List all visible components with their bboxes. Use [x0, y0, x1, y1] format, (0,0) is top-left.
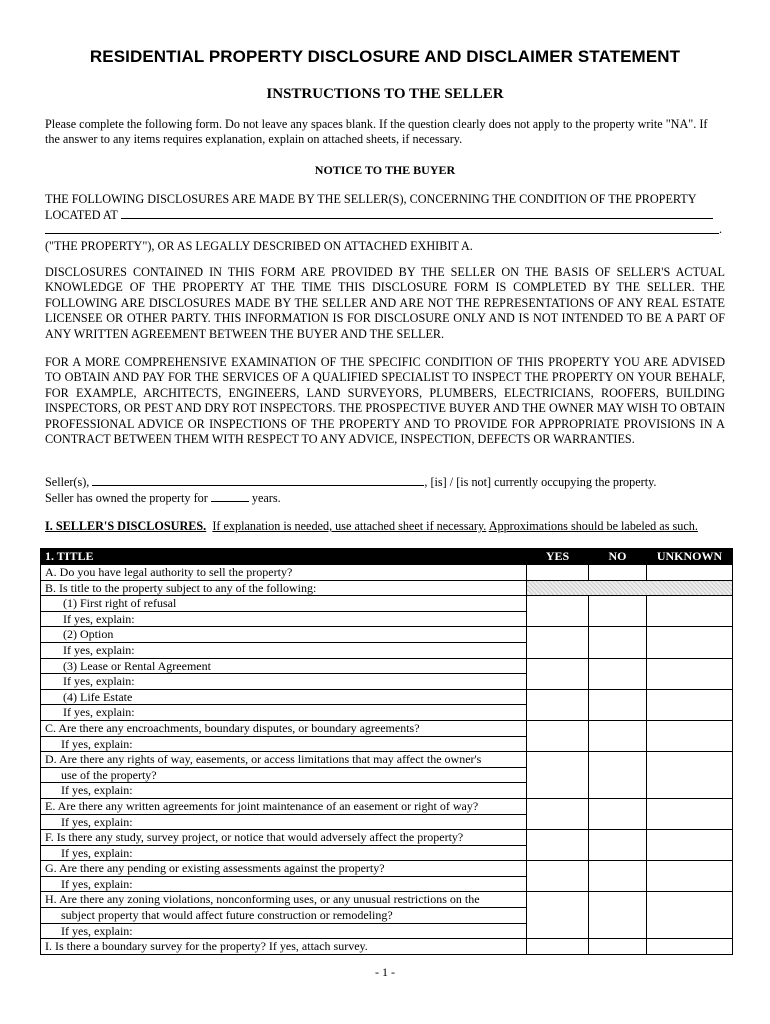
seller-row [45, 474, 725, 490]
yes-checkbox[interactable] [527, 658, 589, 689]
no-checkbox[interactable] [589, 658, 647, 689]
explain-text: If yes, explain: [41, 814, 527, 830]
explain-text: If yes, explain: [41, 642, 527, 658]
seller-names-field[interactable] [92, 474, 424, 486]
property-line: ("THE PROPERTY"), OR AS LEGALLY DESCRIBED ON ATTACHED EXHIBIT A. [45, 239, 473, 253]
question-text: (3) Lease or Rental Agreement [41, 658, 527, 674]
explain-text: If yes, explain: [41, 845, 527, 861]
question-text: E. Are there any written agreements for joint maintenance of an easement or right of way? [41, 798, 527, 814]
located-at-row [45, 207, 725, 223]
table-row [41, 689, 733, 705]
question-text: B. Is title to the property subject to any of the following: [41, 580, 527, 596]
table-row [41, 627, 733, 643]
yes-checkbox[interactable] [527, 892, 589, 939]
table-row [41, 892, 733, 908]
unknown-checkbox[interactable] [647, 720, 733, 751]
yes-checkbox[interactable] [527, 798, 589, 829]
question-text: (1) First right of refusal [41, 596, 527, 612]
no-checkbox[interactable] [589, 798, 647, 829]
located-at-label: LOCATED AT [45, 208, 118, 222]
occupying-text: , [is] / [is not] currently occupying the property. [424, 475, 657, 489]
explain-text: If yes, explain: [41, 783, 527, 799]
table-row [41, 658, 733, 674]
unknown-checkbox[interactable] [647, 565, 733, 581]
question-text: I. Is there a boundary survey for the property? If yes, attach survey. [41, 939, 527, 955]
instructions-text: Please complete the following form. Do not leave any spaces blank. If the question clearly does not apply to the property write "NA". If the answer to any items requires explanation, explain on attached sheets, if necessary. [45, 117, 708, 147]
unknown-checkbox[interactable] [647, 658, 733, 689]
unknown-checkbox[interactable] [647, 689, 733, 720]
unknown-checkbox[interactable] [647, 798, 733, 829]
explain-text: If yes, explain: [41, 923, 527, 939]
yes-checkbox[interactable] [527, 689, 589, 720]
yes-checkbox[interactable] [527, 939, 589, 955]
explain-text: If yes, explain: [41, 674, 527, 690]
table-row [41, 596, 733, 612]
inspection-paragraph: FOR A MORE COMPREHENSIVE EXAMINATION OF THE SPECIFIC CONDITION OF THIS PROPERTY YOU ARE ADVISED TO OBTAIN AND PAY FOR THE SERVICES OF A QUALIFIED SPECIALIST TO INSPECT THE PROPERTY ON YOUR BEHALF, FOR EXAMPLE, ARCHITECTS, ENGINEERS, LAND SURVEYORS, PLUMBERS, ELECTRICIANS, ROOFERS, BUILDING INSPECTORS, OR PEST AND DRY ROT INSPECTORS. THE PROSPECTIVE BUYER AND THE OWNER MAY WISH TO OBTAIN PROFESSIONAL ADVICE OR INSPECTIONS OF THE PROPERTY AND TO PROVIDE FOR APPROPRIATE PROVISIONS IN A CONTRACT BETWEEN THEM WITH RESPECT TO ANY ADVICE, INSPECTION, DEFECTS OR WARRANTIES. [45, 355, 725, 447]
yes-checkbox[interactable] [527, 565, 589, 581]
explain-text: If yes, explain: [41, 736, 527, 752]
notice-line-1: THE FOLLOWING DISCLOSURES ARE MADE BY THE SELLER(S), CONCERNING THE CONDITION OF THE PROPERTY [45, 192, 697, 206]
no-checkbox[interactable] [589, 627, 647, 658]
unknown-checkbox[interactable] [647, 892, 733, 939]
disclosure-paragraph: DISCLOSURES CONTAINED IN THIS FORM ARE PROVIDED BY THE SELLER ON THE BASIS OF SELLER'S ACTUAL KNOWLEDGE OF THE PROPERTY AT THE TIME THIS DISCLOSURE FORM IS COMPLETED BY THE SELLER. THE FOLLOWING ARE DISCLOSURES MADE BY THE SELLER AND ARE NOT THE REPRESENTATIONS OF ANY REAL ESTATE LICENSEE OR OTHER PARTY. THIS INFORMATION IS FOR DISCLOSURE ONLY AND IS NOT INTENDED TO BE A PART OF ANY WRITTEN AGREEMENT BETWEEN THE BUYER AND THE SELLER. [45, 265, 725, 341]
table-row [41, 580, 733, 596]
no-checkbox[interactable] [589, 892, 647, 939]
page-number: - 1 - [375, 965, 395, 979]
table-row [41, 798, 733, 814]
explain-text: If yes, explain: [41, 705, 527, 721]
table-row [41, 565, 733, 581]
table-row [41, 720, 733, 736]
yes-checkbox[interactable] [527, 830, 589, 861]
question-text: G. Are there any pending or existing assessments against the property? [41, 861, 527, 877]
yes-checkbox[interactable] [527, 596, 589, 627]
sellers-label: Seller(s), [45, 475, 90, 489]
question-text-continued: subject property that would affect future construction or remodeling? [41, 908, 527, 924]
table-row [41, 752, 733, 768]
no-checkbox[interactable] [589, 939, 647, 955]
table-row [41, 861, 733, 877]
disclosures-approx-note: Approximations should be labeled as such. [488, 519, 698, 533]
unknown-checkbox[interactable] [647, 861, 733, 892]
instructions-heading: INSTRUCTIONS TO THE SELLER [266, 86, 504, 102]
form-title: RESIDENTIAL PROPERTY DISCLOSURE AND DISCLAIMER STATEMENT [89, 47, 681, 66]
question-text: D. Are there any rights of way, easements, or access limitations that may affect the owner's [41, 752, 527, 768]
no-checkbox[interactable] [589, 752, 647, 799]
sellers-disclosures-heading [45, 519, 735, 534]
unknown-checkbox[interactable] [647, 752, 733, 799]
notice-heading: NOTICE TO THE BUYER [314, 163, 456, 177]
yes-checkbox[interactable] [527, 720, 589, 751]
col-unknown-header: UNKNOWN [647, 549, 733, 565]
question-text-continued: use of the property? [41, 767, 527, 783]
owned-suffix: years. [251, 491, 281, 505]
explain-text: If yes, explain: [41, 876, 527, 892]
address-field-line-2[interactable] [45, 233, 719, 234]
years-owned-field[interactable] [211, 490, 249, 502]
unknown-checkbox[interactable] [647, 830, 733, 861]
unknown-checkbox[interactable] [647, 939, 733, 955]
col-no-header: NO [589, 549, 647, 565]
question-text: (2) Option [41, 627, 527, 643]
question-text: H. Are there any zoning violations, nonconforming uses, or any unusual restrictions on the [41, 892, 527, 908]
unknown-checkbox[interactable] [647, 596, 733, 627]
yes-checkbox[interactable] [527, 861, 589, 892]
no-checkbox[interactable] [589, 830, 647, 861]
yes-checkbox[interactable] [527, 627, 589, 658]
owned-row [45, 490, 725, 506]
table-row [41, 939, 733, 955]
address-field[interactable] [121, 207, 713, 219]
no-checkbox[interactable] [589, 720, 647, 751]
table-row [41, 830, 733, 846]
disclosures-note: If explanation is needed, use attached sheet if necessary. [212, 519, 487, 533]
question-text: A. Do you have legal authority to sell the property? [41, 565, 527, 581]
title-questions-table [40, 548, 733, 955]
table-header-row [41, 549, 733, 565]
owned-prefix: Seller has owned the property for [45, 491, 208, 505]
no-checkbox[interactable] [589, 596, 647, 627]
unknown-checkbox[interactable] [647, 627, 733, 658]
shaded-cell [527, 580, 733, 596]
no-checkbox[interactable] [589, 689, 647, 720]
explain-text: If yes, explain: [41, 611, 527, 627]
yes-checkbox[interactable] [527, 752, 589, 799]
disclosures-title: I. SELLER'S DISCLOSURES. [45, 519, 207, 533]
col-yes-header: YES [527, 549, 589, 565]
question-text: (4) Life Estate [41, 689, 527, 705]
address-period: . [719, 222, 723, 236]
section-title: 1. TITLE [41, 549, 527, 565]
question-text: F. Is there any study, survey project, or notice that would adversely affect the property? [41, 830, 527, 846]
no-checkbox[interactable] [589, 565, 647, 581]
question-text: C. Are there any encroachments, boundary disputes, or boundary agreements? [41, 720, 527, 736]
no-checkbox[interactable] [589, 861, 647, 892]
